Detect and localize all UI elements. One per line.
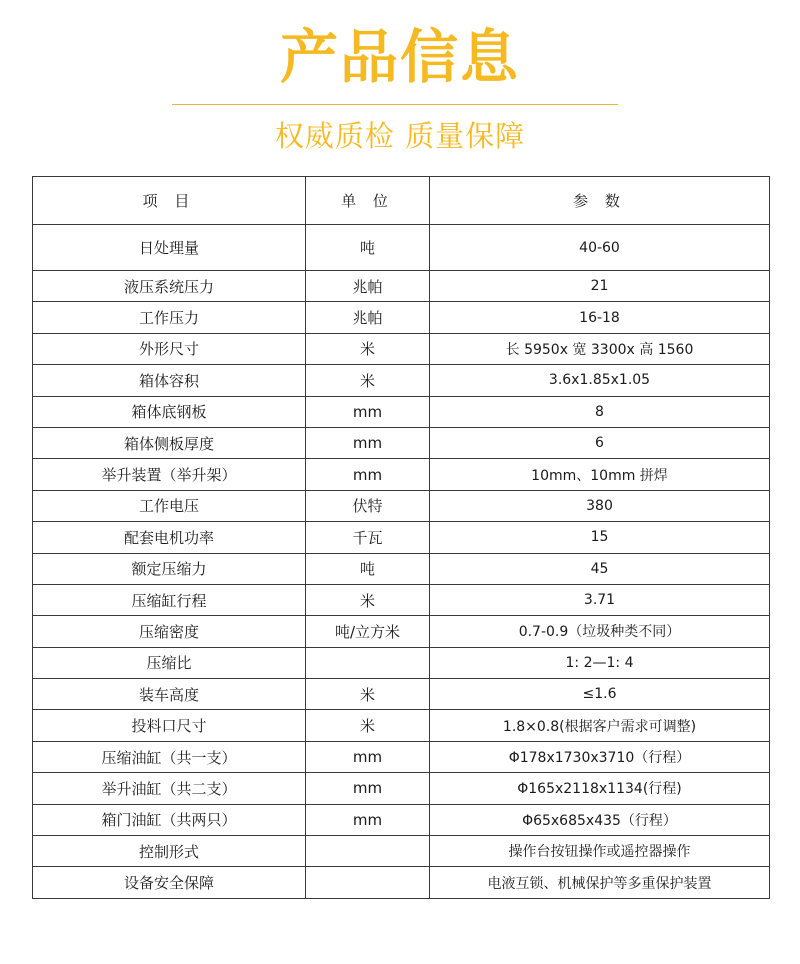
cell-unit: 米 (306, 365, 430, 396)
cell-unit: 米 (306, 333, 430, 364)
cell-item: 箱体底钢板 (33, 396, 306, 427)
cell-unit (306, 647, 430, 678)
column-header-param: 参 数 (430, 177, 770, 225)
table-row (33, 365, 770, 396)
table-row (33, 522, 770, 553)
cell-param: 380 (430, 490, 770, 521)
table-row (33, 584, 770, 615)
cell-unit: mm (306, 804, 430, 835)
cell-item: 配套电机功率 (33, 522, 306, 553)
cell-unit: mm (306, 773, 430, 804)
cell-param: 操作台按钮操作或遥控器操作 (430, 836, 770, 867)
cell-unit: 伏特 (306, 490, 430, 521)
page-title: 产品信息 (279, 23, 520, 91)
cell-param: 10mm、10mm 拼焊 (430, 459, 770, 490)
cell-param: 40-60 (430, 225, 770, 271)
cell-item: 压缩比 (33, 647, 306, 678)
cell-param: 16-18 (430, 302, 770, 333)
table-row (33, 271, 770, 302)
table-row (33, 333, 770, 364)
cell-item: 设备安全保障 (33, 867, 306, 898)
table-row (33, 553, 770, 584)
cell-unit: mm (306, 459, 430, 490)
table-row (33, 836, 770, 867)
table-row (33, 804, 770, 835)
cell-item: 装车高度 (33, 679, 306, 710)
cell-item: 控制形式 (33, 836, 306, 867)
cell-unit (306, 867, 430, 898)
cell-item: 压缩缸行程 (33, 584, 306, 615)
cell-param: 1.8×0.8(根据客户需求可调整) (430, 710, 770, 741)
cell-param: 0.7-0.9（垃圾种类不同） (430, 616, 770, 647)
cell-param: Φ65x685x435（行程） (430, 804, 770, 835)
table-row (33, 647, 770, 678)
cell-unit: 兆帕 (306, 271, 430, 302)
cell-item: 额定压缩力 (33, 553, 306, 584)
cell-item: 箱体侧板厚度 (33, 427, 306, 458)
cell-item: 箱体容积 (33, 365, 306, 396)
table-row (33, 741, 770, 772)
cell-param: 15 (430, 522, 770, 553)
cell-item: 举升油缸（共二支） (33, 773, 306, 804)
cell-param: 6 (430, 427, 770, 458)
table-row (33, 616, 770, 647)
cell-param: 45 (430, 553, 770, 584)
cell-param: 3.71 (430, 584, 770, 615)
page-subtitle: 权威质检 质量保障 (274, 119, 526, 153)
cell-item: 液压系统压力 (33, 271, 306, 302)
cell-unit: 米 (306, 679, 430, 710)
title-divider (172, 104, 618, 105)
cell-item: 工作电压 (33, 490, 306, 521)
table-row (33, 427, 770, 458)
table-row (33, 396, 770, 427)
cell-unit: 吨/立方米 (306, 616, 430, 647)
cell-unit: mm (306, 396, 430, 427)
table-row (33, 225, 770, 271)
cell-item: 工作压力 (33, 302, 306, 333)
cell-item: 投料口尺寸 (33, 710, 306, 741)
spec-table (32, 176, 770, 899)
table-body (33, 225, 770, 899)
table-row (33, 710, 770, 741)
cell-unit: 千瓦 (306, 522, 430, 553)
cell-unit: mm (306, 741, 430, 772)
cell-item: 压缩油缸（共一支） (33, 741, 306, 772)
table-header-row (33, 177, 770, 225)
cell-item: 日处理量 (33, 225, 306, 271)
cell-param: 21 (430, 271, 770, 302)
cell-param: 1: 2—1: 4 (430, 647, 770, 678)
cell-param: 电液互锁、机械保护等多重保护装置 (430, 867, 770, 898)
cell-unit: 米 (306, 710, 430, 741)
table-row (33, 679, 770, 710)
cell-param: Φ165x2118x1134(行程) (430, 773, 770, 804)
cell-item: 箱门油缸（共两只） (33, 804, 306, 835)
cell-unit: 吨 (306, 225, 430, 271)
table-row (33, 867, 770, 898)
column-header-unit: 单 位 (306, 177, 430, 225)
column-header-item: 项 目 (33, 177, 306, 225)
cell-param: 3.6x1.85x1.05 (430, 365, 770, 396)
cell-param: ≤1.6 (430, 679, 770, 710)
cell-unit: 兆帕 (306, 302, 430, 333)
cell-unit: mm (306, 427, 430, 458)
table-row (33, 302, 770, 333)
cell-unit: 米 (306, 584, 430, 615)
cell-param: 8 (430, 396, 770, 427)
cell-param: 长 5950x 宽 3300x 高 1560 (430, 333, 770, 364)
cell-param: Φ178x1730x3710（行程） (430, 741, 770, 772)
cell-unit: 吨 (306, 553, 430, 584)
cell-unit (306, 836, 430, 867)
cell-item: 举升装置（举升架） (33, 459, 306, 490)
cell-item: 外形尺寸 (33, 333, 306, 364)
table-row (33, 490, 770, 521)
table-row (33, 459, 770, 490)
cell-item: 压缩密度 (33, 616, 306, 647)
table-row (33, 773, 770, 804)
